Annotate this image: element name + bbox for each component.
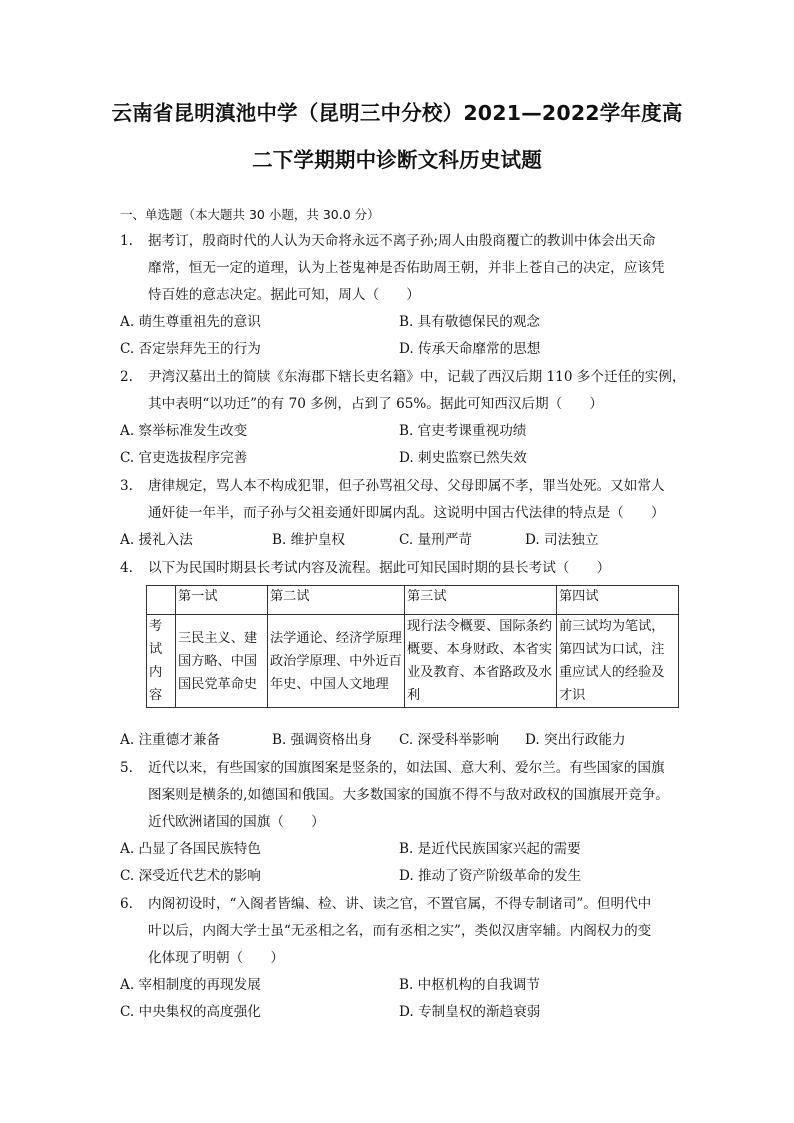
question-5-options [120, 836, 680, 890]
option-d[interactable]: D. 司法独立 [525, 532, 599, 548]
option-d[interactable]: D. 专制皇权的渐趋衰弱 [399, 1004, 541, 1020]
question-5 [120, 755, 680, 836]
question-number: 2. [120, 369, 133, 385]
option-c[interactable]: C. 官吏选拔程序完善 [120, 450, 248, 466]
table-cell-second-test: 法学通论、经济学原理 政治学原理、中外近百 年史、中国人文地理 [268, 615, 405, 708]
question-1 [120, 228, 680, 309]
question-3-options [120, 527, 680, 554]
option-b[interactable]: B. 强调资格出身 [272, 732, 373, 748]
question-text: 其中表明“以功迁”的有 70 多例，占到了 65%。据此可知西汉后期（ ） [148, 396, 603, 412]
option-a[interactable]: A. 察举标准发生改变 [120, 423, 248, 439]
question-6-options [120, 972, 680, 1026]
question-number: 1. [120, 233, 133, 249]
table-cell-third-test: 现行法令概要、国际条约 概要、本身财政、本省实 业及教育、本省路政及水 利 [405, 615, 557, 708]
option-d[interactable]: D. 突出行政能力 [525, 732, 626, 748]
question-number: 4. [120, 560, 133, 576]
option-a[interactable]: A. 凸显了各国民族特色 [120, 841, 261, 857]
question-text: 以下为民国时期县长考试内容及流程。据此可知民国时期的县长考试（ ） [148, 560, 611, 576]
option-c[interactable]: C. 深受科举影响 [399, 732, 500, 748]
question-text: 图案则是横条的,如德国和俄国。大多数国家的国旗不得不与敌对政权的国旗展开竞争。 [148, 787, 669, 803]
option-d[interactable]: D. 推动了资产阶级革命的发生 [399, 868, 582, 884]
question-number: 6. [120, 896, 133, 912]
table-cell-fourth-test: 前三试均为笔试， 第四试为口试，注 重应试人的经验及 才识 [557, 615, 679, 708]
exam-process-table [146, 585, 679, 708]
question-text: 唐律规定，骂人本不构成犯罪，但子孙骂祖父母、父母即属不孝，罪当处死。又如常人 [148, 478, 665, 494]
table-row-label: 考 试 内 容 [147, 615, 176, 708]
question-text: 恃百姓的意志决定。据此可知，周人（ ） [148, 287, 420, 303]
question-4 [120, 555, 680, 582]
question-text: 近代欧洲诸国的国旗（ ） [148, 814, 325, 830]
question-text: 叶以后，内阁大学士虽“无丞相之名，而有丞相之实”，类似汉唐宰辅。内阁权力的变 [148, 923, 652, 939]
exam-title-line-2: 二下学期期中诊断文科历史试题 [252, 148, 542, 172]
question-text: 化体现了明朝（ ） [148, 950, 284, 966]
table-cell-first-test: 三民主义、建 国方略、中国 国民党革命史 [176, 615, 268, 708]
option-a[interactable]: A. 注重德才兼备 [120, 732, 221, 748]
option-d[interactable]: D. 传承天命靡常的思想 [399, 341, 541, 357]
option-a[interactable]: A. 萌生尊重祖先的意识 [120, 314, 261, 330]
table-header-1: 第一试 [176, 586, 268, 615]
question-1-options [120, 309, 680, 363]
option-a[interactable]: A. 宰相制度的再现发展 [120, 977, 261, 993]
option-b[interactable]: B. 具有敬德保民的观念 [399, 314, 540, 330]
question-text: 通奸徒一年半，而子孙与父祖妾通奸即属内乱。这说明中国古代法律的特点是（ ） [148, 505, 665, 521]
question-4-options [120, 727, 680, 754]
option-c[interactable]: C. 量刑严苛 [399, 532, 472, 548]
question-2-options [120, 418, 680, 472]
option-b[interactable]: B. 维护皇权 [272, 532, 346, 548]
option-a[interactable]: A. 援礼入法 [120, 532, 193, 548]
question-number: 3. [120, 478, 133, 494]
option-c[interactable]: C. 深受近代艺术的影响 [120, 868, 261, 884]
option-c[interactable]: C. 否定崇拜先王的行为 [120, 341, 261, 357]
question-text: 近代以来，有些国家的国旗图案是竖条的，如法国、意大利、爱尔兰。有些国家的国旗 [148, 760, 665, 776]
option-d[interactable]: D. 刺史监察已然失效 [399, 450, 527, 466]
table-corner-cell [147, 586, 176, 615]
option-b[interactable]: B. 是近代民族国家兴起的需要 [399, 841, 581, 857]
table-header-3: 第三试 [405, 586, 557, 615]
question-text: 尹湾汉墓出土的简牍《东海郡下辖长吏名籍》中，记载了西汉后期 110 多个迁任的实例， [148, 369, 686, 385]
table-header-2: 第二试 [268, 586, 405, 615]
table-header-4: 第四试 [557, 586, 679, 615]
option-b[interactable]: B. 中枢机构的自我调节 [399, 977, 540, 993]
question-number: 5. [120, 760, 133, 776]
option-c[interactable]: C. 中央集权的高度强化 [120, 1004, 261, 1020]
question-text: 据考订，殷商时代的人认为天命将永远不离子孙;周人由殷商覆亡的教训中体会出天命 [148, 233, 656, 249]
exam-title-line-1: 云南省昆明滇池中学（昆明三中分校）2021—2022学年度高 [111, 101, 683, 125]
option-b[interactable]: B. 官吏考课重视功绩 [399, 423, 527, 439]
question-6 [120, 891, 680, 972]
question-2 [120, 364, 686, 418]
question-text: 内阁初设时，“入阁者皆编、检、讲、读之官，不置官属，不得专制诸司”。但明代中 [148, 896, 652, 912]
question-text: 靡常，恒无一定的道理，认为上苍鬼神是否佑助周王朝，并非上苍自己的决定，应该凭 [148, 260, 665, 276]
question-3 [120, 473, 680, 527]
section-header: 一、单选题（本大题共 30 小题，共 30.0 分） [120, 207, 380, 222]
